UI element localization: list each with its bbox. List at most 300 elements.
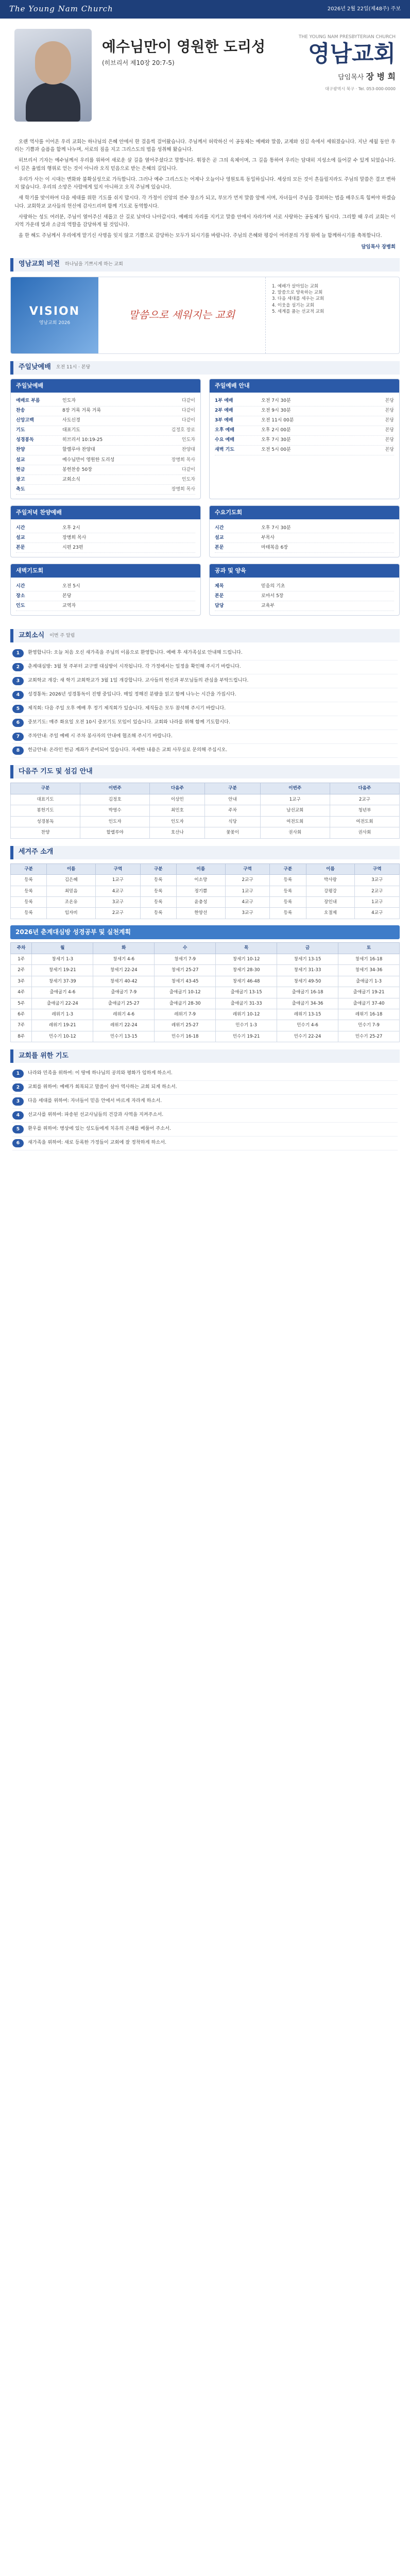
table-cell: 권사회 xyxy=(260,827,330,838)
church-name: 영남교회 xyxy=(308,41,396,67)
row-place: 본당 xyxy=(385,418,394,423)
column-header: 이번주 xyxy=(80,783,150,794)
section-title: 세겨주 소개 xyxy=(19,848,54,856)
table-header-row xyxy=(11,783,400,794)
info-row xyxy=(215,591,394,601)
row-place: 본당 xyxy=(385,447,394,453)
table-cell: 7주 xyxy=(11,1020,32,1031)
vision-logo-subtext: 영남교회 2026 xyxy=(39,320,71,326)
row-key: 본문 xyxy=(16,545,25,550)
table-cell: 창세기 28-30 xyxy=(216,965,277,976)
table-cell: 주차 xyxy=(205,805,260,816)
table-cell: 안내 xyxy=(205,794,260,805)
top-bar xyxy=(0,0,410,19)
row-key: 시간 xyxy=(16,525,25,531)
table-cell: 등록 xyxy=(11,897,47,908)
row-key: 담당 xyxy=(215,603,224,608)
row-key: 새벽 기도 xyxy=(215,447,234,453)
service-row xyxy=(215,446,394,455)
row-key: 헌금 xyxy=(16,467,25,472)
row-value: 8장 거룩 거룩 거룩 xyxy=(62,408,101,414)
pastor-label: 담임목사 xyxy=(338,74,364,82)
row-key: 성경봉독 xyxy=(16,437,34,443)
row-key: 본문 xyxy=(215,545,224,550)
service-row xyxy=(215,416,394,426)
column-header: 구역 xyxy=(96,863,141,874)
table-cell: 여전도회 xyxy=(330,816,399,827)
prayer-text: 환우를 위하여: 병상에 있는 성도들에게 치유의 은혜를 베풀어 주소서. xyxy=(28,1126,171,1132)
info-row xyxy=(16,523,195,533)
table-cell: 박영수 xyxy=(80,805,150,816)
row-key: 시간 xyxy=(215,525,224,531)
row-value: 오전 7시 30분 xyxy=(261,398,291,404)
news-text: 중보기도: 매주 화요일 오전 10시 중보기도 모임이 있습니다. 교회와 나라를 위해 함께 기도합시다. xyxy=(28,719,230,725)
table-cell: 4교구 xyxy=(355,908,400,919)
table-row xyxy=(11,965,400,976)
table-cell: 성경봉독 xyxy=(11,816,80,827)
pastor-portrait xyxy=(14,29,92,122)
row-person: 다같이 xyxy=(181,398,195,404)
table-cell: 민수기 13-15 xyxy=(93,1031,155,1042)
row-value: 시편 23편 xyxy=(62,545,83,550)
table-cell: 창세기 37-39 xyxy=(32,976,93,987)
prayer-number: 2 xyxy=(12,1083,24,1092)
box-title: 주일낮예배 xyxy=(11,379,200,393)
table-cell: 2교구 xyxy=(355,886,400,896)
pastor-name: 장 병 희 xyxy=(366,72,396,82)
news-number: 4 xyxy=(12,691,24,699)
row-person: 장병희 목사 xyxy=(171,486,195,492)
table-cell: 레위기 25-27 xyxy=(155,1020,216,1031)
news-item xyxy=(12,674,398,688)
news-text: 주차안내: 주일 예배 시 주차 봉사자의 안내에 협조해 주시기 바랍니다. xyxy=(28,733,173,739)
worship-order-list xyxy=(11,393,200,499)
table-cell: 등록 xyxy=(140,886,176,896)
table-cell: 이소망 xyxy=(176,875,225,886)
table-cell: 레위기 4-6 xyxy=(93,1009,155,1020)
table-cell: 꽃꽂이 xyxy=(205,827,260,838)
table-cell: 출애굽기 34-36 xyxy=(277,998,338,1009)
prayer-item xyxy=(12,1081,398,1095)
sermon-reference: (히브리서 제10장 20:7-5) xyxy=(102,59,175,66)
service-times-list xyxy=(210,393,399,460)
row-key: 인도 xyxy=(16,603,25,608)
prayer-section-head xyxy=(10,1049,400,1063)
prayer-number: 6 xyxy=(12,1139,24,1147)
table-cell: 민수기 10-12 xyxy=(32,1031,93,1042)
prayer-item xyxy=(12,1067,398,1081)
column-header: 이름 xyxy=(47,863,96,874)
prayer-number: 3 xyxy=(12,1097,24,1106)
table-cell: 5주 xyxy=(11,998,32,1009)
vision-note: 4. 이웃을 섬기는 교회 xyxy=(272,302,314,308)
members-table xyxy=(10,863,400,919)
table-cell: 창세기 40-42 xyxy=(93,976,155,987)
box-title: 주일저녁 찬양예배 xyxy=(11,506,200,519)
news-item xyxy=(12,702,398,716)
table-cell: 민수기 7-9 xyxy=(338,1020,400,1031)
prayer-number: 1 xyxy=(12,1070,24,1078)
schedule-section-head xyxy=(10,765,400,778)
table-cell: 식당 xyxy=(205,816,260,827)
worship-row xyxy=(16,397,195,406)
row-key: 2부 예배 xyxy=(215,408,233,414)
table-cell: 창세기 16-18 xyxy=(338,954,400,964)
news-item xyxy=(12,660,398,674)
table-cell: 김은혜 xyxy=(47,875,96,886)
vision-note: 5. 세계를 품는 선교적 교회 xyxy=(272,309,324,315)
table-cell: 창세기 19-21 xyxy=(32,965,93,976)
table-cell: 등록 xyxy=(140,908,176,919)
table-cell: 창세기 49-50 xyxy=(277,976,338,987)
prayer-number: 5 xyxy=(12,1125,24,1133)
table-cell: 창세기 31-33 xyxy=(277,965,338,976)
column-header: 구분 xyxy=(11,863,47,874)
column-header: 다음주 xyxy=(150,783,205,794)
table-cell: 6주 xyxy=(11,1009,32,1020)
row-value: 교육부 xyxy=(261,603,275,608)
table-cell: 레위기 22-24 xyxy=(93,1020,155,1031)
row-value: 오전 5시 00분 xyxy=(261,447,291,453)
sermon-title: 예수님만이 영원한 도리성 xyxy=(102,38,266,55)
table-cell: 오절제 xyxy=(306,908,355,919)
column-paragraph: 히브리서 기자는 예수님께서 우리를 위하여 새로운 살 길을 열어주셨다고 말합니다. 휘장은 곧 그의 육체이며, 그 길을 통하여 우리는 담대히 지성소에 들어갈 수 있게 되었습니다. 이 길은 율법의 행위로 얻는 것이 아니라 오직 믿음으로 받는 은혜의 길입니다. xyxy=(14,158,396,172)
table-row xyxy=(11,816,400,827)
table-cell: 권사회 xyxy=(330,827,399,838)
service-row xyxy=(215,436,394,446)
prayer-item xyxy=(12,1123,398,1137)
church-identity xyxy=(287,29,396,131)
sub-service-grid-2 xyxy=(0,564,410,622)
row-value: 본당 xyxy=(62,593,72,599)
column-header: 구역 xyxy=(225,863,270,874)
table-cell: 최믿음 xyxy=(47,886,96,896)
row-value: 오후 7시 30분 xyxy=(261,437,291,443)
table-row xyxy=(11,805,400,816)
table-cell: 등록 xyxy=(270,908,306,919)
table-row xyxy=(11,875,400,886)
table-row xyxy=(11,998,400,1009)
box-title: 공과 및 양육 xyxy=(210,564,399,578)
table-cell: 레위기 10-12 xyxy=(216,1009,277,1020)
column-header: 화 xyxy=(93,943,155,954)
prayer-number: 4 xyxy=(12,1111,24,1120)
prayer-item xyxy=(12,1109,398,1123)
row-key: 제목 xyxy=(215,583,224,589)
worship-row xyxy=(16,406,195,416)
info-row xyxy=(16,533,195,543)
table-cell: 레위기 1-3 xyxy=(32,1009,93,1020)
section-subtitle: 이번 주 알림 xyxy=(49,633,75,638)
table-cell: 출애굽기 31-33 xyxy=(216,998,277,1009)
table-cell: 창세기 25-27 xyxy=(155,965,216,976)
table-cell: 민수기 25-27 xyxy=(338,1031,400,1042)
column-header: 구역 xyxy=(355,863,400,874)
prayer-text: 새가족을 위하여: 새로 등록한 가정들이 교회에 잘 정착하게 하소서. xyxy=(28,1140,167,1146)
column-header: 이번주 xyxy=(260,783,330,794)
column-header: 금 xyxy=(277,943,338,954)
column-header: 이름 xyxy=(176,863,225,874)
column-header: 월 xyxy=(32,943,93,954)
row-key: 축도 xyxy=(16,486,25,492)
table-cell: 출애굽기 10-12 xyxy=(155,987,216,998)
bulletin-header xyxy=(0,19,410,138)
prayer-list xyxy=(0,1067,410,1150)
news-list xyxy=(0,647,410,758)
worship-section-head xyxy=(10,361,400,375)
service-row xyxy=(215,426,394,436)
row-value: 교회소식 xyxy=(62,477,80,482)
row-key: 설교 xyxy=(16,535,25,540)
members-section-head xyxy=(10,846,400,859)
row-key: 오후 예배 xyxy=(215,428,234,433)
study-box xyxy=(209,564,400,616)
row-value: 예수님만이 영원한 도리성 xyxy=(62,457,115,463)
service-row xyxy=(215,397,394,406)
table-cell: 대표기도 xyxy=(11,794,80,805)
row-person: 찬양대 xyxy=(181,447,195,453)
table-cell: 3주 xyxy=(11,976,32,987)
row-key: 3부 예배 xyxy=(215,418,233,423)
row-value: 할렐루야 찬양대 xyxy=(62,447,95,453)
row-person: 김정호 장로 xyxy=(171,428,195,433)
table-cell: 최민호 xyxy=(150,805,205,816)
worship-row xyxy=(16,416,195,426)
section-title: 주일낮예배 xyxy=(19,363,51,371)
table-cell: 창세기 34-36 xyxy=(338,965,400,976)
column-paragraph: 새 학기를 맞이하여 다음 세대를 위한 기도를 쉬지 맙시다. 각 가정이 신앙의 전수 장소가 되고, 부모가 먼저 말씀 앞에 서며, 자녀들이 주님을 경외하는 법을 배우도록 힘써야 하겠습니다. 교회학교 교사들의 헌신에 감사드리며 함께 기도로 동역합시다. xyxy=(14,195,396,209)
news-number: 2 xyxy=(12,663,24,671)
row-person: 인도자 xyxy=(181,437,195,443)
worship-row xyxy=(16,485,195,495)
row-key: 기도 xyxy=(16,428,25,433)
table-cell: 3교구 xyxy=(96,897,141,908)
vision-logo xyxy=(11,277,98,353)
row-key: 설교 xyxy=(215,535,224,540)
box-title: 새벽기도회 xyxy=(11,564,200,578)
table-cell: 레위기 19-21 xyxy=(32,1020,93,1031)
brand-name: The Young Nam Church xyxy=(9,4,113,14)
table-cell: 등록 xyxy=(140,875,176,886)
row-value: 오후 2시 00분 xyxy=(261,428,291,433)
table-row xyxy=(11,1020,400,1031)
row-value: 오전 5시 xyxy=(62,583,80,589)
table-cell: 창세기 10-12 xyxy=(216,954,277,964)
row-key: 신앙고백 xyxy=(16,418,34,423)
row-value xyxy=(62,486,159,493)
table-row xyxy=(11,897,400,908)
info-row xyxy=(215,582,394,591)
info-row xyxy=(16,582,195,591)
row-place: 본당 xyxy=(385,437,394,443)
column-header: 구분 xyxy=(11,783,80,794)
evening-service-box xyxy=(10,505,201,557)
table-row xyxy=(11,886,400,896)
table-cell: 출애굽기 28-30 xyxy=(155,998,216,1009)
pastoral-column xyxy=(0,138,410,251)
info-row xyxy=(215,523,394,533)
table-header-row xyxy=(11,863,400,874)
row-value: 교역자 xyxy=(62,603,76,608)
table-cell: 인도자 xyxy=(150,816,205,827)
column-header: 주차 xyxy=(11,943,32,954)
row-value: 오후 7시 30분 xyxy=(261,525,291,531)
plan-title: 2026년 춘계대심방 성경공부 및 실천계획 xyxy=(10,925,400,939)
row-value: 오후 2시 xyxy=(62,525,80,531)
table-cell: 민수기 16-18 xyxy=(155,1031,216,1042)
table-cell: 출애굽기 7-9 xyxy=(93,987,155,998)
info-row xyxy=(215,601,394,611)
row-place: 본당 xyxy=(385,398,394,404)
column-header: 구분 xyxy=(140,863,176,874)
table-cell: 장인내 xyxy=(306,897,355,908)
row-place: 본당 xyxy=(385,408,394,414)
schedule-table xyxy=(10,783,400,838)
worship-columns xyxy=(0,379,410,505)
row-key: 시간 xyxy=(16,583,25,589)
table-row xyxy=(11,794,400,805)
dawn-prayer-box xyxy=(10,564,201,616)
column-paragraph: 사랑하는 성도 여러분, 주님이 열어주신 새롭고 산 길로 날마다 나아갑시다. 예배의 자리를 지키고 말씀 안에서 자라가며 서로 사랑하는 공동체가 됩시다. 그리할 때 우리 교회는 이 지역 가운데 빛과 소금의 역할을 감당하게 될 것입니다. xyxy=(14,214,396,228)
sub-service-grid xyxy=(0,505,410,564)
section-title: 교회를 위한 기도 xyxy=(19,1052,69,1060)
table-cell: 레위기 13-15 xyxy=(277,1009,338,1020)
table-cell: 출애굽기 22-24 xyxy=(32,998,93,1009)
row-value: 인도자 xyxy=(62,398,76,404)
table-cell: 민수기 4-6 xyxy=(277,1020,338,1031)
service-times-box xyxy=(209,379,400,499)
table-cell: 1주 xyxy=(11,954,32,964)
table-row xyxy=(11,908,400,919)
vision-note: 2. 말씀으로 양육하는 교회 xyxy=(272,290,323,296)
news-number: 5 xyxy=(12,705,24,713)
column-paragraph: 올 한 해도 주님께서 우리에게 맡기신 사명을 잊지 않고 기쁨으로 감당하는 모두가 되시기를 바랍니다. 주님의 은혜와 평강이 여러분의 가정 위에 늘 함께하시기를 축복합니다. xyxy=(19,233,382,239)
info-row xyxy=(16,601,195,611)
row-key: 찬양 xyxy=(16,447,25,453)
column-header: 수 xyxy=(155,943,216,954)
news-item xyxy=(12,730,398,744)
table-cell: 출애굽기 25-27 xyxy=(93,998,155,1009)
table-cell: 등록 xyxy=(11,875,47,886)
table-cell: 강평강 xyxy=(306,886,355,896)
table-cell: 3교구 xyxy=(225,908,270,919)
box-title: 주일예배 안내 xyxy=(210,379,399,393)
prayer-text: 교회를 위하여: 예배가 회복되고 말씀이 살아 역사하는 교회 되게 하소서. xyxy=(28,1084,177,1090)
box-title: 수요기도회 xyxy=(210,506,399,519)
vision-note: 1. 예배가 살아있는 교회 xyxy=(272,283,319,289)
row-person: 인도자 xyxy=(181,477,195,482)
table-cell: 찬양 xyxy=(11,827,80,838)
table-cell: 레위기 16-18 xyxy=(338,1009,400,1020)
news-item xyxy=(12,716,398,730)
table-cell: 남선교회 xyxy=(260,805,330,816)
table-cell: 정기쁨 xyxy=(176,886,225,896)
section-title: 영남교회 비전 xyxy=(19,260,60,268)
prayer-item xyxy=(12,1137,398,1150)
table-cell: 2주 xyxy=(11,965,32,976)
column-header: 이름 xyxy=(306,863,355,874)
table-cell: 등록 xyxy=(11,908,47,919)
row-place: 본당 xyxy=(385,428,394,433)
table-cell: 등록 xyxy=(11,886,47,896)
news-text: 성경통독: 2026년 성경통독이 진행 중입니다. 매일 정해진 분량을 읽고 함께 나누는 시간을 가집시다. xyxy=(28,691,236,698)
table-cell: 창세기 13-15 xyxy=(277,954,338,964)
news-number: 7 xyxy=(12,733,24,741)
table-cell: 한양선 xyxy=(176,908,225,919)
column-header: 토 xyxy=(338,943,400,954)
table-cell: 1교구 xyxy=(355,897,400,908)
issue-date: 2026년 2월 22일(제48주) 주보 xyxy=(327,6,401,12)
prayer-text: 다음 세대를 위하여: 자녀들이 믿음 안에서 바르게 자라게 하소서. xyxy=(28,1098,162,1104)
worship-row xyxy=(16,436,195,446)
column-paragraph: 오랜 역사를 이어온 우리 교회는 하나님의 은혜 안에서 한 걸음씩 걸어왔습니다. 주님께서 허락하신 이 공동체는 예배와 말씀, 교제와 섬김 속에서 세워졌습니다. 지난 세월 동안 우리는 기쁨과 슬픔을 함께 나누며, 서로의 짐을 지고 그리스도의 법을 성취해 왔습니다. xyxy=(14,139,396,153)
table-cell: 출애굽기 13-15 xyxy=(216,987,277,998)
table-cell: 출애굽기 1-3 xyxy=(338,976,400,987)
table-cell: 등록 xyxy=(270,897,306,908)
table-cell: 등록 xyxy=(270,886,306,896)
row-key: 장소 xyxy=(16,593,25,599)
vision-logo-text: VISION xyxy=(29,305,80,318)
table-cell: 1교구 xyxy=(225,886,270,896)
sermon-title-block xyxy=(102,29,287,131)
table-row xyxy=(11,976,400,987)
church-english-name: THE YOUNG NAM PRESBYTERIAN CHURCH xyxy=(298,35,396,40)
row-key: 광고 xyxy=(16,477,25,482)
row-value: 히브리서 10:19-25 xyxy=(62,437,103,443)
table-cell: 창세기 1-3 xyxy=(32,954,93,964)
prayer-text: 나라와 민족을 위하여: 이 땅에 하나님의 공의와 평화가 임하게 하소서. xyxy=(28,1070,173,1076)
table-cell: 할렐루야 xyxy=(80,827,150,838)
worship-order-box xyxy=(10,379,201,499)
column-header: 구분 xyxy=(205,783,260,794)
prayer-text: 선교사를 위하여: 파송된 선교사님들의 건강과 사역을 지켜주소서. xyxy=(28,1112,164,1118)
section-title: 다음주 기도 및 섬김 안내 xyxy=(19,767,93,775)
news-text: 헌금안내: 온라인 헌금 계좌가 준비되어 있습니다. 자세한 내용은 교회 사무실로 문의해 주십시오. xyxy=(28,747,228,753)
worship-row xyxy=(16,455,195,465)
news-text: 환영합니다: 오늘 처음 오신 새가족을 주님의 이름으로 환영합니다. 예배 후 새가족실로 안내해 드립니다. xyxy=(28,650,243,656)
table-cell: 박사랑 xyxy=(306,875,355,886)
row-person: 장병희 목사 xyxy=(171,457,195,463)
news-text: 교회학교 개강: 새 학기 교회학교가 3월 1일 개강합니다. 교사들의 헌신과 부모님들의 관심을 부탁드립니다. xyxy=(28,677,249,684)
news-text: 춘계대심방: 3월 첫 주부터 교구별 대심방이 시작됩니다. 각 가정에서는 일정을 확인해 주시기 바랍니다. xyxy=(28,664,241,670)
table-cell: 봉헌기도 xyxy=(11,805,80,816)
row-key: 본문 xyxy=(215,593,224,599)
table-cell: 레위기 7-9 xyxy=(155,1009,216,1020)
worship-row xyxy=(16,426,195,436)
table-header-row xyxy=(11,943,400,954)
news-number: 6 xyxy=(12,719,24,727)
table-cell: 4교구 xyxy=(225,897,270,908)
worship-row xyxy=(16,465,195,475)
vision-slogan: 말씀으로 세워지는 교회 xyxy=(129,309,235,321)
table-cell: 출애굽기 19-21 xyxy=(338,987,400,998)
table-row xyxy=(11,1009,400,1020)
table-cell: 등록 xyxy=(270,875,306,886)
vision-section-head xyxy=(10,258,400,272)
row-value: 봉헌찬송 50장 xyxy=(62,467,92,472)
table-cell: 등록 xyxy=(140,897,176,908)
worship-row xyxy=(16,446,195,455)
table-row xyxy=(11,987,400,998)
row-person: 다같이 xyxy=(181,467,195,472)
pastor-line xyxy=(287,71,396,83)
news-item xyxy=(12,688,398,702)
news-text: 제직회: 다음 주일 오후 예배 후 정기 제직회가 있습니다. 제직들은 모두 참석해 주시기 바랍니다. xyxy=(28,705,226,711)
column-header: 구분 xyxy=(270,863,306,874)
table-cell: 조온유 xyxy=(47,897,96,908)
news-number: 1 xyxy=(12,649,24,657)
column-paragraph: 우리가 사는 이 시대는 변화와 불확실성으로 가득합니다. 그러나 예수 그리스도는 어제나 오늘이나 영원토록 동일하십니다. 세상의 모든 것이 흔들릴지라도 주님의 말씀은 결코 변하지 않습니다. 우리의 소망은 사람에게 있지 아니하고 오직 주님께 있습니다. xyxy=(14,176,396,191)
